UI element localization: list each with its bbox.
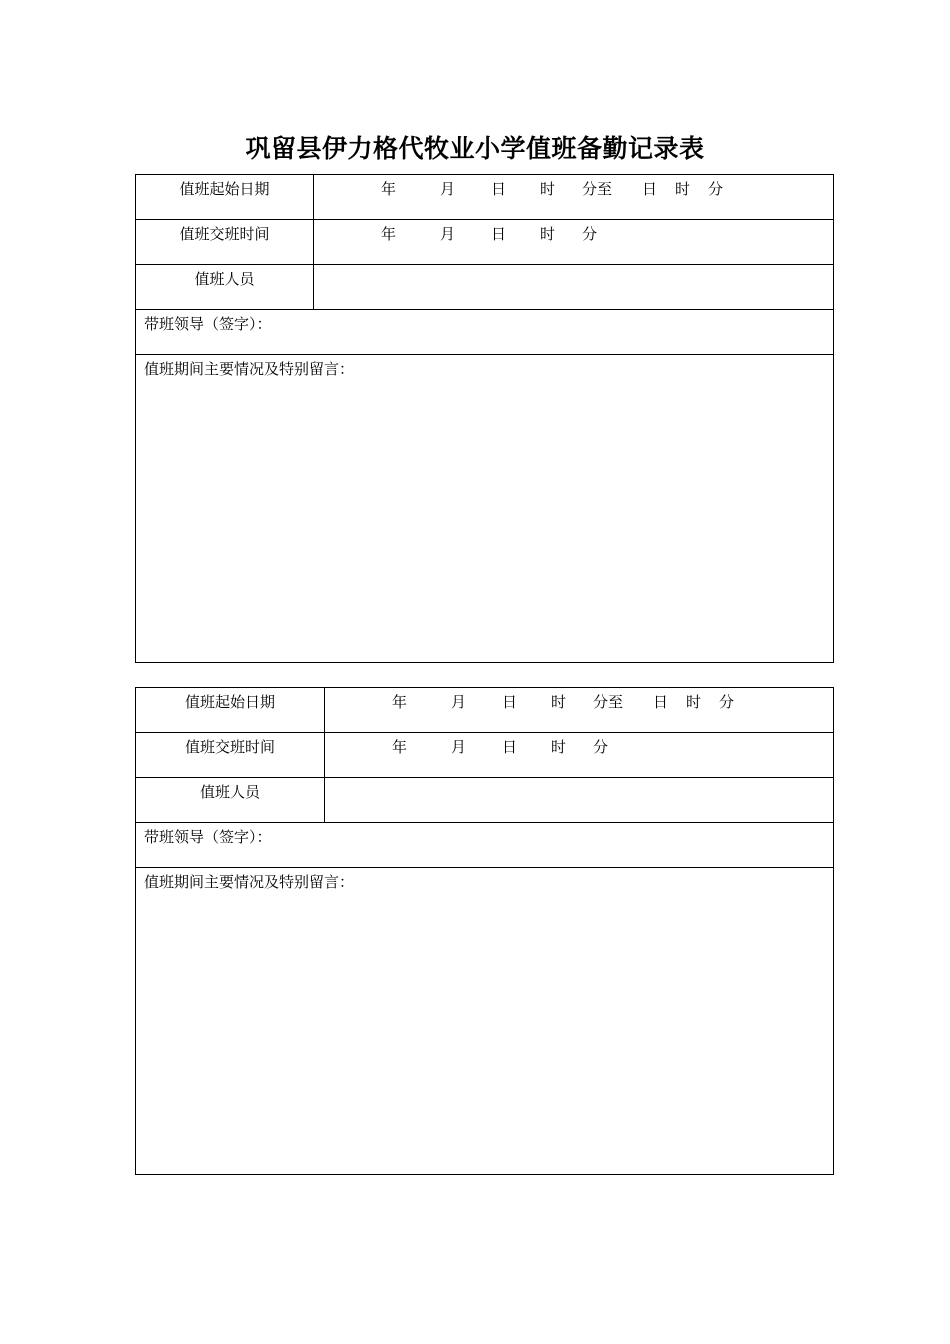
year-unit: 年 [392, 738, 408, 756]
staff-label: 值班人员 [136, 265, 314, 310]
handover-time-field[interactable] [314, 220, 834, 265]
end-hour-unit: 时 [675, 180, 691, 198]
notes-field[interactable] [136, 868, 834, 1175]
end-minute-unit: 分 [719, 693, 735, 711]
month-unit: 月 [440, 225, 456, 243]
year-unit: 年 [381, 180, 397, 198]
notes-label: 值班期间主要情况及特别留言： [144, 873, 355, 891]
day-unit: 日 [502, 693, 518, 711]
end-day-unit: 日 [653, 693, 669, 711]
hour-unit: 时 [551, 738, 567, 756]
leader-signature-field[interactable] [136, 823, 834, 868]
end-hour-unit: 时 [686, 693, 702, 711]
year-unit: 年 [392, 693, 408, 711]
start-date-field[interactable] [314, 175, 834, 220]
start-date-label: 值班起始日期 [136, 688, 325, 733]
notes-field[interactable] [136, 355, 834, 663]
month-unit: 月 [440, 180, 456, 198]
leader-row [136, 310, 834, 355]
hour-unit: 时 [551, 693, 567, 711]
handover-time-label: 值班交班时间 [136, 733, 325, 778]
handover-time-label: 值班交班时间 [136, 220, 314, 265]
handover-time-row [136, 733, 834, 778]
start-date-label: 值班起始日期 [136, 175, 314, 220]
hour-unit: 时 [540, 180, 556, 198]
start-date-field[interactable] [325, 688, 834, 733]
month-unit: 月 [451, 738, 467, 756]
end-day-unit: 日 [642, 180, 658, 198]
year-unit: 年 [381, 225, 397, 243]
day-unit: 日 [502, 738, 518, 756]
page-title: 巩留县伊力格代牧业小学值班备勤记录表 [245, 134, 705, 163]
leader-row [136, 823, 834, 868]
staff-row [136, 265, 834, 310]
minute-unit: 分 [593, 738, 609, 756]
minute-to-unit: 分至 [593, 693, 624, 711]
end-minute-unit: 分 [708, 180, 724, 198]
leader-signature-label: 带班领导（签字）： [144, 315, 272, 333]
leader-signature-label: 带班领导（签字）： [144, 828, 272, 846]
duty-record-form-2 [135, 687, 834, 1175]
handover-time-field[interactable] [325, 733, 834, 778]
staff-field[interactable] [314, 265, 834, 310]
minute-to-unit: 分至 [582, 180, 613, 198]
day-unit: 日 [491, 180, 507, 198]
notes-label: 值班期间主要情况及特别留言： [144, 360, 355, 378]
staff-label: 值班人员 [136, 778, 325, 823]
notes-row [136, 355, 834, 663]
staff-row [136, 778, 834, 823]
day-unit: 日 [491, 225, 507, 243]
hour-unit: 时 [540, 225, 556, 243]
staff-field[interactable] [325, 778, 834, 823]
month-unit: 月 [451, 693, 467, 711]
handover-time-row [136, 220, 834, 265]
duty-record-form-1 [135, 174, 834, 663]
start-date-row [136, 688, 834, 733]
notes-row [136, 868, 834, 1175]
minute-unit: 分 [582, 225, 598, 243]
start-date-row [136, 175, 834, 220]
leader-signature-field[interactable] [136, 310, 834, 355]
